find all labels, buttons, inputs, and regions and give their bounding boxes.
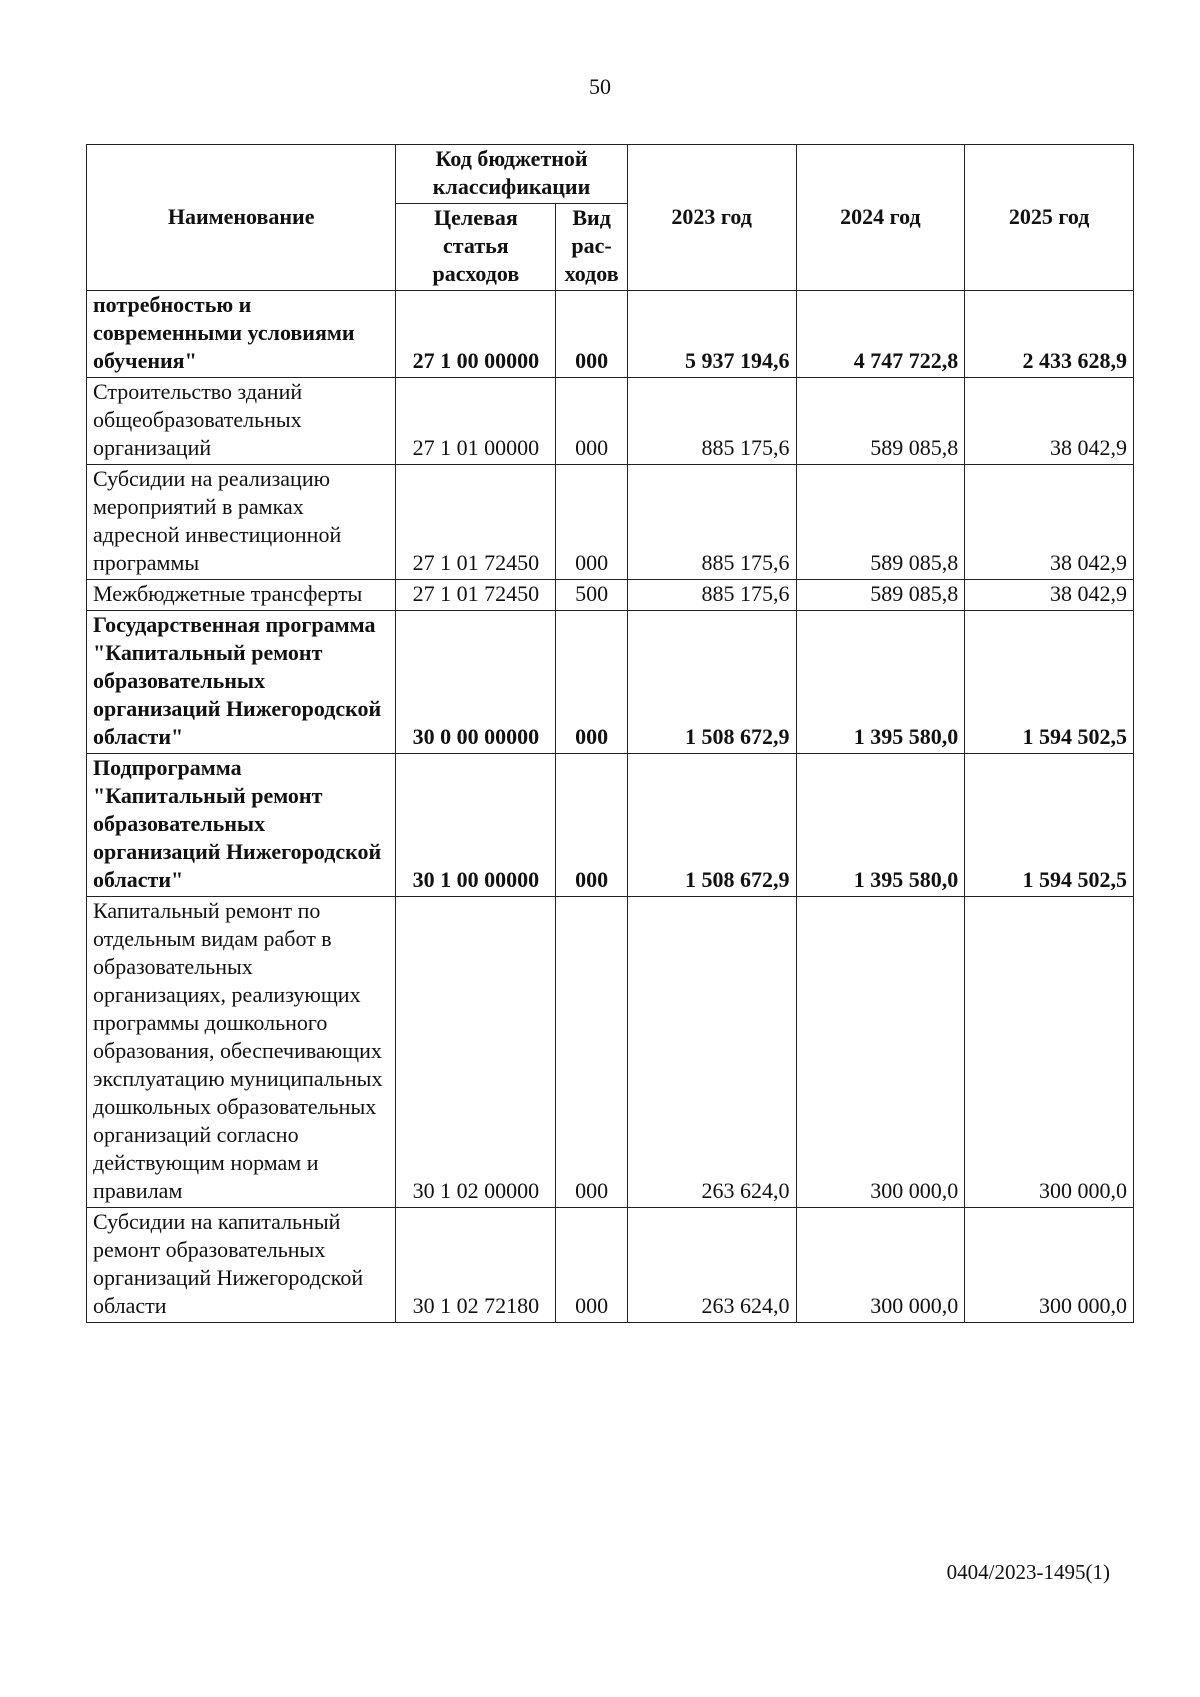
row-code-cell: 30 1 00 00000 — [396, 754, 556, 897]
row-2023-cell: 5 937 194,6 — [627, 291, 796, 378]
table-row — [87, 897, 1134, 1208]
row-code-cell: 27 1 01 72450 — [396, 580, 556, 611]
row-code-cell: 30 0 00 00000 — [396, 611, 556, 754]
row-expense-type-cell: 000 — [556, 291, 627, 378]
row-expense-type-cell: 000 — [556, 465, 627, 580]
row-2023-cell: 1 508 672,9 — [627, 611, 796, 754]
header-budget-code: Код бюджетной классификации — [396, 145, 627, 204]
row-expense-type-cell: 000 — [556, 378, 627, 465]
row-2025-cell: 38 042,9 — [965, 465, 1134, 580]
row-2023-cell: 263 624,0 — [627, 1208, 796, 1323]
budget-table — [86, 144, 1134, 1323]
header-2023: 2023 год — [627, 145, 796, 291]
header-target-article: Целевая статья расходов — [396, 204, 556, 291]
header-expense-type: Вид рас-ходов — [556, 204, 627, 291]
table-body — [87, 291, 1134, 1323]
row-2023-cell: 885 175,6 — [627, 465, 796, 580]
table-row — [87, 291, 1134, 378]
header-2024: 2024 год — [796, 145, 965, 291]
page-number: 50 — [589, 74, 611, 99]
row-2025-cell: 300 000,0 — [965, 897, 1134, 1208]
table-row — [87, 1208, 1134, 1323]
row-code-cell: 27 1 01 00000 — [396, 378, 556, 465]
row-2024-cell: 1 395 580,0 — [796, 611, 965, 754]
row-name-cell: Строительство зданий общеобразовательных организаций — [87, 378, 396, 465]
table-row — [87, 611, 1134, 754]
row-2025-cell: 300 000,0 — [965, 1208, 1134, 1323]
row-expense-type-cell: 000 — [556, 611, 627, 754]
header-name: Наименование — [87, 145, 396, 291]
table-row — [87, 580, 1134, 611]
row-2023-cell: 263 624,0 — [627, 897, 796, 1208]
table-row — [87, 754, 1134, 897]
row-2023-cell: 1 508 672,9 — [627, 754, 796, 897]
row-name-cell: Капитальный ремонт по отдельным видам работ в образовательных организациях, реализующих программы дошкольного образования, обеспечивающих эксплуатацию муниципальных дошкольных образовательных организаций согласно действующим нормам и правилам — [87, 897, 396, 1208]
row-code-cell: 27 1 00 00000 — [396, 291, 556, 378]
document-number: 0404/2023-1495(1) — [946, 1560, 1110, 1584]
row-2024-cell: 1 395 580,0 — [796, 754, 965, 897]
row-2023-cell: 885 175,6 — [627, 378, 796, 465]
row-code-cell: 30 1 02 00000 — [396, 897, 556, 1208]
row-2024-cell: 300 000,0 — [796, 897, 965, 1208]
row-name-cell: Межбюджетные трансферты — [87, 580, 396, 611]
table-row — [87, 378, 1134, 465]
row-expense-type-cell: 000 — [556, 754, 627, 897]
row-2025-cell: 1 594 502,5 — [965, 754, 1134, 897]
row-name-cell: Государственная программа "Капитальный ремонт образовательных организаций Нижегородской области" — [87, 611, 396, 754]
row-2024-cell: 589 085,8 — [796, 580, 965, 611]
row-name-cell: потребностью и современными условиями обучения" — [87, 291, 396, 378]
row-name-cell: Субсидии на капитальный ремонт образовательных организаций Нижегородской области — [87, 1208, 396, 1323]
row-2025-cell: 38 042,9 — [965, 580, 1134, 611]
header-2025: 2025 год — [965, 145, 1134, 291]
row-expense-type-cell: 000 — [556, 1208, 627, 1323]
row-2025-cell: 1 594 502,5 — [965, 611, 1134, 754]
row-2024-cell: 589 085,8 — [796, 378, 965, 465]
row-2025-cell: 2 433 628,9 — [965, 291, 1134, 378]
row-2024-cell: 589 085,8 — [796, 465, 965, 580]
row-expense-type-cell: 500 — [556, 580, 627, 611]
row-2024-cell: 4 747 722,8 — [796, 291, 965, 378]
row-2025-cell: 38 042,9 — [965, 378, 1134, 465]
row-2024-cell: 300 000,0 — [796, 1208, 965, 1323]
table-header — [87, 145, 1134, 291]
row-name-cell: Субсидии на реализацию мероприятий в рамках адресной инвестиционной программы — [87, 465, 396, 580]
row-code-cell: 30 1 02 72180 — [396, 1208, 556, 1323]
table-row — [87, 465, 1134, 580]
row-code-cell: 27 1 01 72450 — [396, 465, 556, 580]
row-expense-type-cell: 000 — [556, 897, 627, 1208]
row-name-cell: Подпрограмма "Капитальный ремонт образовательных организаций Нижегородской области" — [87, 754, 396, 897]
row-2023-cell: 885 175,6 — [627, 580, 796, 611]
